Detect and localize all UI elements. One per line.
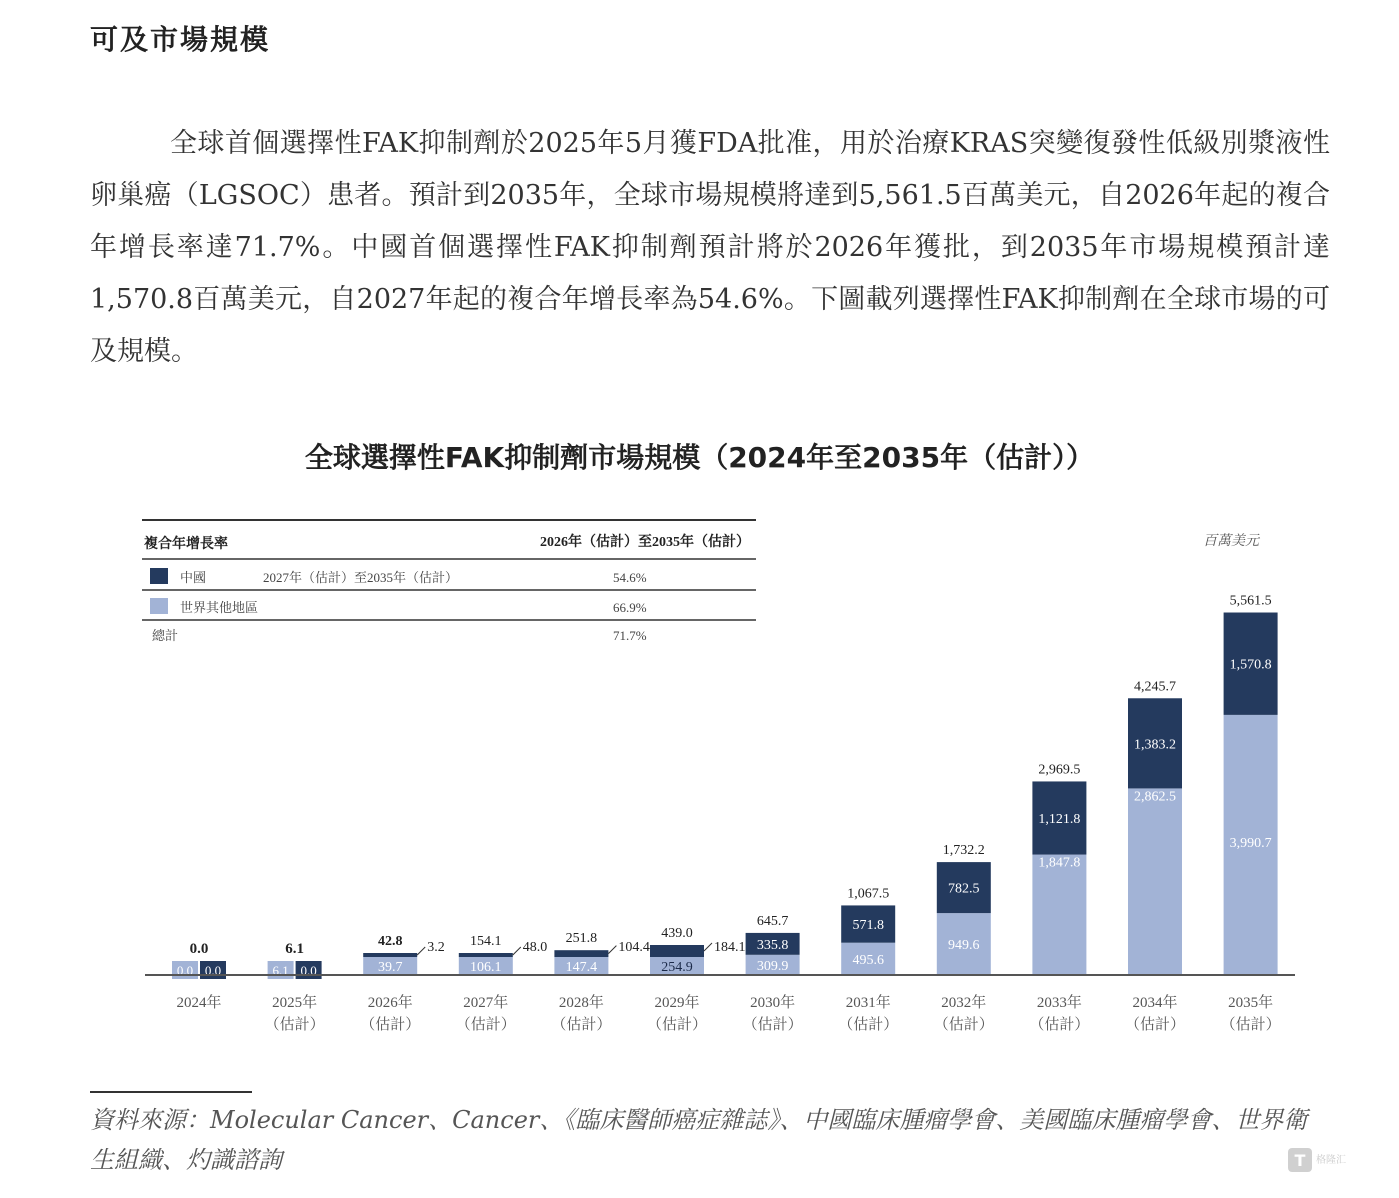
bar-china-3: [459, 953, 513, 957]
bar-china-2: [363, 953, 417, 957]
watermark-text: 格隆汇: [1316, 1154, 1346, 1166]
bar-total-11: 5,561.5: [1229, 593, 1272, 609]
x-tick-sublabel-4: （估計）: [551, 1017, 612, 1033]
bar-rest-of-world-10: [1128, 788, 1182, 975]
watermark-logo-icon: T: [1288, 1148, 1312, 1172]
x-tick-label-8: 2032年: [941, 995, 987, 1011]
x-tick-sublabel-10: （估計）: [1124, 1017, 1186, 1033]
x-tick-label-9: 2033年: [1036, 995, 1082, 1011]
legend-label: 中國: [180, 570, 207, 585]
x-tick-label-11: 2035年: [1228, 995, 1274, 1011]
x-tick-label-4: 2028年: [558, 995, 604, 1011]
bar-label-china-2: 3.2: [427, 940, 445, 955]
cagr-header-right: 2026年（估計）至2035年（估計）: [540, 535, 750, 550]
cagr-header-left: 複合年增長率: [144, 537, 228, 552]
bar-label-china-7: 571.8: [852, 918, 884, 934]
bar-label-rest-of-world-7: 495.6: [852, 952, 884, 968]
bar-label-rest-of-world-9: 1,847.8: [1038, 855, 1081, 871]
bar-label-rest-of-world-10: 2,862.5: [1134, 789, 1176, 805]
x-tick-sublabel-1: （估計）: [264, 1017, 325, 1033]
bar-label-rest-of-world-11: 3,990.7: [1229, 835, 1272, 851]
bar-total-2: 42.8: [377, 934, 403, 949]
bar-total-1: 6.1: [285, 941, 304, 957]
x-tick-label-0: 2024年: [176, 995, 222, 1011]
x-tick-sublabel-6: （估計）: [742, 1017, 803, 1033]
watermark: [1288, 1146, 1368, 1174]
x-tick-label-1: 2025年: [272, 995, 318, 1011]
bar-total-6: 645.7: [756, 913, 789, 929]
x-tick-sublabel-9: （估計）: [1029, 1017, 1090, 1033]
bar-total-7: 1,067.5: [847, 886, 890, 902]
bar-label-china-9: 1,121.8: [1038, 812, 1081, 828]
bar-total-5: 439.0: [661, 926, 693, 942]
x-tick-label-3: 2027年: [463, 995, 509, 1011]
bar-rest-of-world-9: [1032, 855, 1086, 975]
bar-total-4: 251.8: [565, 931, 598, 947]
bar-label-rest-of-world-8: 949.6: [948, 938, 980, 954]
cagr-total-label: 總計: [152, 628, 179, 643]
bar-label-china-10: 1,383.2: [1134, 737, 1176, 753]
source-divider: [90, 1091, 252, 1093]
section-heading: 可及市場規模: [90, 23, 271, 56]
china-leader-line-2: [417, 947, 425, 955]
bar-label-rest-of-world-6: 309.9: [756, 958, 789, 974]
bar-label-china-4: 104.4: [618, 940, 650, 955]
cagr-value: 71.7%: [613, 628, 647, 643]
intro-paragraph: 全球首個選擇性FAK抑制劑於2025年5月獲FDA批准，用於治療KRAS突變復發性低級別漿液性卵巢癌（LGSOC）患者。預計到2035年，全球市場規模將達到5,561.5百萬美元，自2026年起的複合年增長率達71.7%。中國首個選擇性FAK抑制劑預計將於2026年獲批，到2035年市場規模預計達1,570.8百萬美元，自2027年起的複合年增長率為54.6%。下圖載列選擇性FAK抑制劑在全球市場的可及規模。: [90, 128, 1330, 367]
source-note: 資料來源：Molecular Cancer、Cancer、《臨床醫師癌症雜誌》、中國臨床腫瘤學會、美國臨床腫瘤學會、世界衛生組織、灼識諮詢: [90, 1106, 1308, 1174]
china-leader-line-3: [513, 947, 521, 955]
unit-label: 百萬美元: [1203, 534, 1259, 549]
x-tick-sublabel-7: （估計）: [838, 1017, 899, 1033]
bar-label-china-8: 782.5: [948, 881, 980, 897]
bar-label-rest-of-world-5: 254.9: [661, 960, 693, 975]
chart-title: 全球選擇性FAK抑制劑市場規模（2024年至2035年（估計））: [304, 441, 1095, 474]
market-size-chart: [0, 500, 1399, 1060]
china-leader-line-4: [608, 946, 616, 954]
x-tick-sublabel-2: （估計）: [360, 1017, 421, 1033]
x-tick-label-5: 2029年: [654, 995, 700, 1011]
x-tick-label-7: 2031年: [845, 995, 891, 1011]
bar-total-9: 2,969.5: [1038, 762, 1081, 778]
bar-label-china-3: 48.0: [522, 940, 548, 955]
x-tick-sublabel-3: （估計）: [455, 1017, 516, 1033]
cagr-period: 2027年（估計）至2035年（估計）: [263, 570, 459, 585]
bar-label-rest-of-world-3: 106.1: [470, 960, 502, 975]
x-tick-label-10: 2034年: [1132, 995, 1178, 1011]
x-tick-sublabel-8: （估計）: [933, 1017, 994, 1033]
bar-total-10: 4,245.7: [1134, 679, 1176, 695]
bar-label-rest-of-world-1: 6.1: [272, 963, 289, 978]
x-tick-sublabel-11: （估計）: [1220, 1017, 1281, 1033]
x-tick-label-2: 2026年: [367, 995, 413, 1011]
bar-label-china-0: 0.0: [204, 963, 222, 978]
x-tick-label-6: 2030年: [750, 995, 796, 1011]
bar-china-5: [650, 945, 704, 957]
x-tick-sublabel-5: （估計）: [646, 1017, 708, 1033]
cagr-value: 66.9%: [613, 600, 647, 615]
bar-label-rest-of-world-0: 0.0: [176, 963, 194, 978]
bar-total-8: 1,732.2: [942, 843, 985, 859]
legend-swatch-china: [150, 568, 168, 584]
legend-swatch-rest_of_world: [150, 598, 168, 614]
china-leader-line-5: [704, 943, 712, 951]
bar-label-china-6: 335.8: [756, 937, 789, 953]
bar-label-rest-of-world-2: 39.7: [377, 960, 403, 975]
bar-label-rest-of-world-4: 147.4: [565, 960, 598, 975]
bar-label-china-1: 0.0: [300, 963, 317, 978]
bar-label-china-5: 184.1: [714, 940, 746, 955]
bar-label-china-11: 1,570.8: [1229, 657, 1272, 673]
cagr-value: 54.6%: [613, 570, 647, 585]
legend-label: 世界其他地區: [180, 600, 259, 615]
bar-china-4: [554, 950, 608, 957]
bar-total-0: 0.0: [189, 941, 209, 957]
bar-total-3: 154.1: [470, 934, 502, 949]
